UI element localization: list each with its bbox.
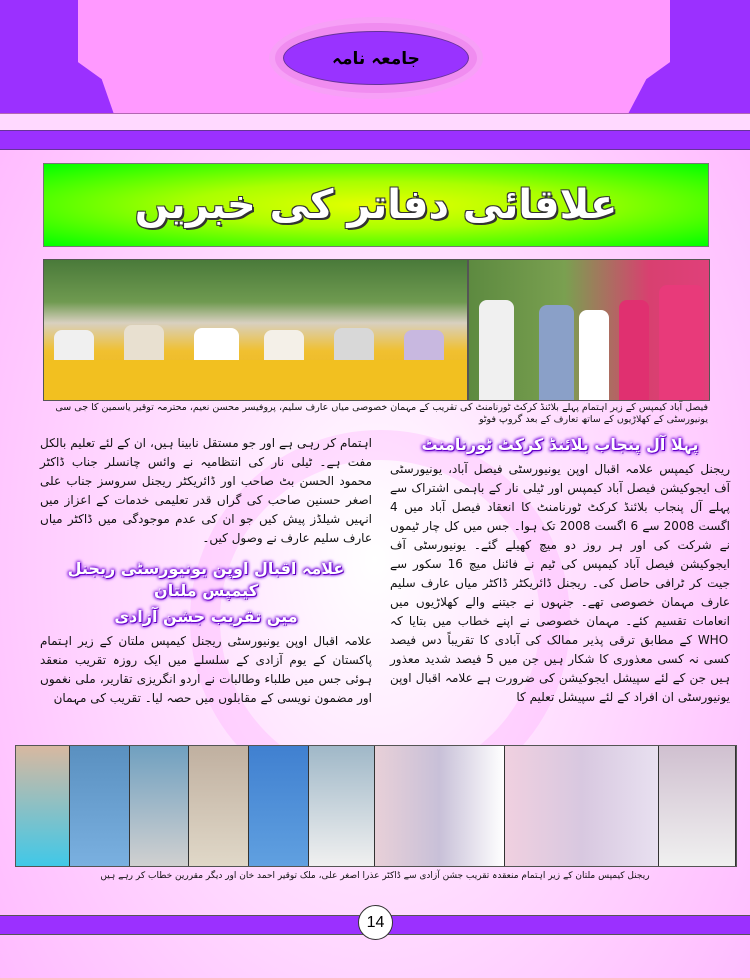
text-line: خطاب میں بتایا کہ WHO کے مطابق ترقی پذیر ممالک کی آبادی کا تقریباً دس فیصد [390, 614, 729, 647]
text-line: جنہوں نے جیتنے والے کھلاڑیوں میں انعامات تقسیم کئے۔ مہمان خصوصی نے اپنے [390, 595, 730, 628]
text-line: کسی نہ کسی معذوری کا شکار ہیں جن میں 5 فیصد شدید معذور ہیں جن کے لئے سپیشل [390, 652, 730, 685]
speaker-photo [70, 746, 130, 866]
text-line: ایجوکیشن کی ضرورت ہے علامہ اقبال اوپن یونیورسٹی ان افراد کے لئے سپیشل تعلیم کا [390, 671, 730, 704]
article-independence-body [40, 632, 372, 708]
text-line: آزادی کے سلسلے میں ایک روزہ تقریب منعقد ہوئی جس میں طلباء وطالبات نے اردو [40, 653, 372, 686]
right-column [390, 432, 730, 707]
text-line: ریجنل کیمپس علامہ اقبال اوپن یونیورسٹی فیصل آباد، یونیورسٹی آف ایجوکیشن [390, 462, 730, 495]
photo-caption-bottom: ریجنل کیمپس ملتان کے زیر اہتمام منعقدہ تقریب جشن آزادی سے ڈاکٹر عذرا اصغر علی، ملک توقیر احمد خان اور دیگر مقررین خطاب کر رہے ہیں [100, 871, 650, 881]
speaker-photo [16, 746, 70, 866]
text-line: ٹورنامنٹ کا انعقاد فیصل آباد میں 4 اگست 2008 سے 6 اگست 2008 تک ہوا۔ [390, 500, 730, 533]
text-line: فیصل آباد کیمپس اور ٹیلی نار کے باہمی اشتراک سے پہلے آل پنجاب بلائنڈ کرکٹ [390, 481, 730, 514]
text-line: کر ٹرافی حاصل کی۔ ریجنل ڈائریکٹر ڈاکٹر میاں عارف سلیم عارف مہمان خصوصی تھے۔ [390, 576, 730, 609]
article-heading-cricket: پہلا آل پنجاب بلائنڈ کرکٹ ٹورنامنٹ [421, 435, 699, 454]
article-heading-independence-2: میں تقریب جشن آزادی [114, 607, 298, 626]
article-cricket-body [390, 460, 730, 707]
text-line: انگریزی تقاریر، ملی نغموں اور مضمون نویسی کے مقابلوں میں حصہ لیا۔ تقریب کی مہمان [40, 672, 372, 705]
speaker-photo [309, 746, 375, 866]
speakers-photo-strip [15, 745, 737, 867]
text-line: عارف نے وصول کیں۔ [202, 531, 310, 545]
text-line: یونیورسٹی آف ایجوکیشن فیصل آباد کیمپس کی ٹیم نے فائنل میچ 16 سکور سے جیت [390, 538, 731, 590]
article-cricket-continued [40, 434, 372, 548]
left-column [40, 434, 372, 708]
speaker-photo [249, 746, 309, 866]
masthead-ellipse [283, 31, 469, 85]
text-line: علامہ اقبال اوپن یونیورسٹی ریجنل کیمپس ملتان کے زیر اہتمام پاکستان کے یوم [40, 634, 372, 667]
section-banner [43, 163, 709, 247]
speaker-photo [130, 746, 190, 866]
purple-stripe [0, 130, 750, 150]
text-line: اعزاز میں انہیں شیلڈز پیش کیں جو ان کی عدم موجودگی میں ڈاکٹر میاں عارف سلیم [40, 493, 372, 545]
section-title: علاقائی دفاتر کی خبریں [134, 182, 618, 228]
text-line: جس میں کل چار ٹیموں نے شرکت کی اور ہر روز دو میچ کھیلے گئے۔ [390, 519, 730, 552]
speaker-photo [375, 746, 505, 866]
speaker-photo [505, 746, 659, 866]
trophy-presentation-photo [468, 259, 710, 401]
speaker-photo [189, 746, 249, 866]
masthead-title: جامعہ نامہ [332, 48, 420, 69]
light-divider [0, 113, 750, 130]
article-heading-independence-1: علامہ اقبال اوپن یونیورسٹی ریجنل کیمپس ملتان [67, 559, 345, 600]
photo-caption-top: فیصل آباد کیمپس کے زیر اہتمام پہلے بلائنڈ کرکٹ ٹورنامنٹ کی تقریب کے مہمان خصوصی میاں عارف سلیم، پروفیسر محسن نعیم، محترمہ توقیر یاسمین کا جی سی یونیورسٹی کے کھلاڑیوں کے ساتھ تعارف کے بعد گروپ فوٹو [55, 402, 708, 425]
page-number: 14 [358, 905, 393, 940]
text-line: اہتمام کر رہی ہے اور جو مستقل نابینا ہیں، ان کے لئے تعلیم بالکل مفت ہے۔ [40, 436, 372, 469]
text-line: ٹیلی نار کی انتظامیہ نے وائس چانسلر جناب ڈاکٹر محمود الحسن بٹ صاحب اور [40, 455, 372, 488]
speaker-photo [659, 746, 736, 866]
cricket-group-photo [43, 259, 468, 401]
text-line: ڈائریکٹر ریجنل سروسز جناب علی اصغر حسنین صاحب کی گراں قدر تعلیمی خدمات کے [40, 474, 372, 507]
